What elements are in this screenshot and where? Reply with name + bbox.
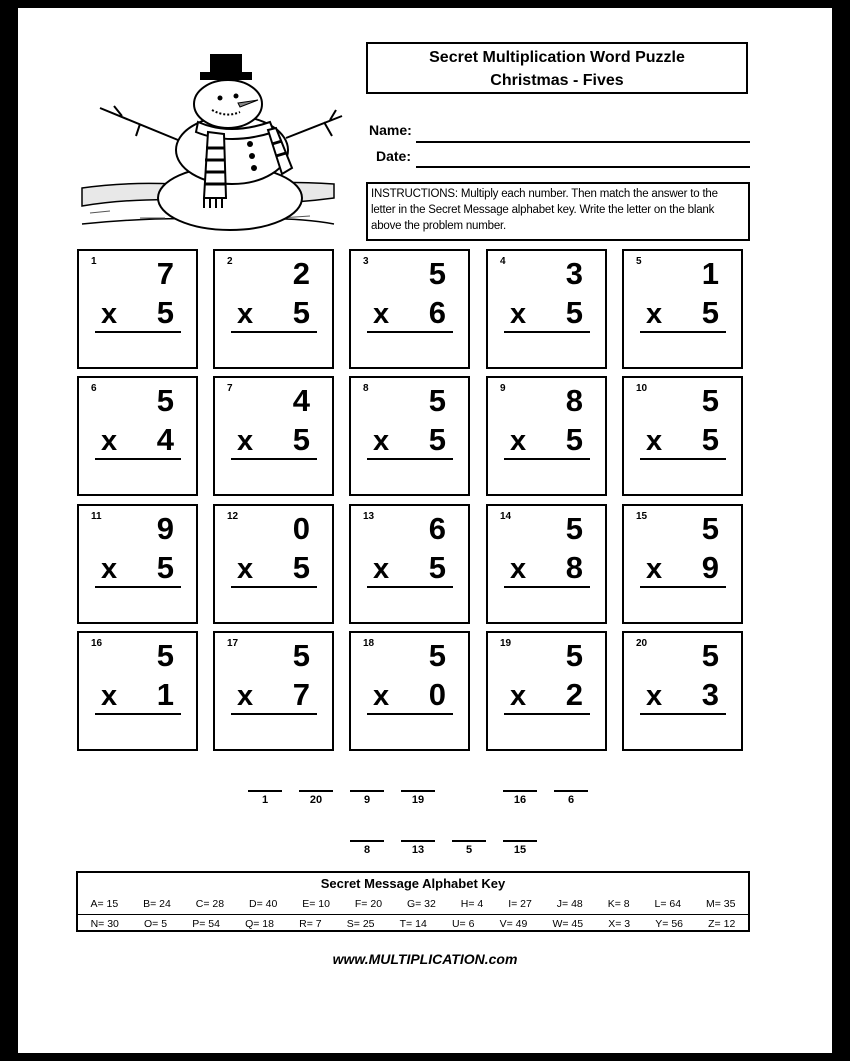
problem-number: 20 [636,638,648,649]
times-sign: x [373,553,390,585]
multiplicand: 9 [156,511,174,546]
answer-line [95,713,181,715]
answer-line [640,458,726,460]
key-entry: T= 14 [399,918,427,930]
answer-line [231,713,317,715]
key-entry: Z= 12 [708,918,736,930]
key-entry: X= 3 [608,918,631,930]
multiplier: 8 [565,550,583,585]
snowman-illustration [80,48,352,238]
answer-blank[interactable] [350,790,384,792]
times-sign: x [237,425,254,457]
answer-line [504,458,590,460]
multiplicand: 5 [565,511,583,546]
problem-card-5 [622,249,743,369]
problem-card-8 [349,376,470,496]
multiplier: 5 [565,422,583,457]
problem-number: 5 [636,256,642,267]
times-sign: x [646,425,663,457]
problem-card-9 [486,376,607,496]
problem-number: 15 [636,511,648,522]
key-row-1 [78,898,748,910]
key-title: Secret Message Alphabet Key [320,876,506,891]
multiplicand: 5 [701,638,719,673]
problem-card-10 [622,376,743,496]
problem-number: 13 [363,511,375,522]
problem-number: 11 [91,511,102,522]
problem-number: 18 [363,638,375,649]
multiplicand: 5 [428,256,446,291]
multiplier: 5 [292,550,310,585]
instructions-box: INSTRUCTIONS: Multiply each number. Then match the answer to the letter in the Secret Message alphabet key. Write the letter on the blank above the problem number. [366,182,750,241]
blank-problem-number: 1 [261,794,269,806]
key-entry: K= 8 [607,898,630,910]
multiplier: 5 [565,295,583,330]
key-entry: U= 6 [451,918,475,930]
key-entry: H= 4 [460,898,484,910]
answer-line [231,458,317,460]
worksheet-page [18,8,832,1053]
problem-number: 17 [227,638,239,649]
problem-card-2 [213,249,334,369]
key-entry: F= 20 [354,898,383,910]
multiplier: 7 [292,677,310,712]
times-sign: x [101,553,118,585]
times-sign: x [510,680,527,712]
key-row-2 [78,918,748,930]
date-label: Date: [376,148,412,164]
key-entry: I= 27 [508,898,532,910]
key-entry: Y= 56 [655,918,683,930]
multiplier: 9 [701,550,719,585]
worksheet-title [366,42,748,94]
problem-card-15 [622,504,743,624]
multiplier: 6 [428,295,446,330]
multiplicand: 5 [701,511,719,546]
times-sign: x [237,553,254,585]
problem-card-4 [486,249,607,369]
times-sign: x [373,298,390,330]
problem-card-18 [349,631,470,751]
answer-line [95,458,181,460]
title-line1: Secret Multiplication Word Puzzle [429,49,685,66]
problem-number: 12 [227,511,239,522]
times-sign: x [237,680,254,712]
times-sign: x [237,298,254,330]
times-sign: x [646,553,663,585]
key-entry: V= 49 [499,918,528,930]
key-entry: R= 7 [299,918,322,930]
blank-problem-number: 6 [567,794,575,806]
key-entry: O= 5 [144,918,168,930]
blank-problem-number: 15 [513,844,527,856]
problem-number: 3 [363,256,369,267]
multiplicand: 2 [292,256,310,291]
multiplier: 2 [565,677,583,712]
key-divider [78,914,748,915]
answer-line [504,586,590,588]
multiplicand: 5 [156,383,174,418]
key-entry: P= 54 [192,918,220,930]
times-sign: x [646,680,663,712]
problem-card-1 [77,249,198,369]
answer-line [367,713,453,715]
title-line2: Christmas - Fives [490,72,624,89]
problem-card-14 [486,504,607,624]
problem-card-11 [77,504,198,624]
problem-number: 4 [500,256,506,267]
multiplicand: 1 [701,256,719,291]
answer-line [95,586,181,588]
key-entry: A= 15 [90,898,119,910]
key-entry: L= 64 [654,898,682,910]
multiplier: 5 [156,295,174,330]
problem-number: 7 [227,383,233,394]
key-entry: Q= 18 [245,918,274,930]
problem-card-13 [349,504,470,624]
answer-line [504,331,590,333]
problem-number: 1 [91,256,97,267]
problem-card-12 [213,504,334,624]
answer-blank[interactable] [299,790,333,792]
name-label: Name: [369,122,412,138]
blank-problem-number: 9 [363,794,371,806]
multiplicand: 7 [156,256,174,291]
problem-number: 10 [636,383,648,394]
answer-blank[interactable] [503,790,537,792]
multiplicand: 5 [156,638,174,673]
answer-blank[interactable] [401,790,435,792]
multiplier: 5 [156,550,174,585]
answer-blank[interactable] [248,790,282,792]
multiplier: 5 [428,550,446,585]
times-sign: x [373,680,390,712]
problem-number: 9 [500,383,506,394]
answer-line [231,331,317,333]
answer-blank[interactable] [554,790,588,792]
key-entry: N= 30 [90,918,119,930]
multiplier: 5 [701,422,719,457]
name-field[interactable] [416,141,750,143]
problem-card-16 [77,631,198,751]
multiplicand: 0 [292,511,310,546]
multiplier: 0 [428,677,446,712]
times-sign: x [510,553,527,585]
answer-blank[interactable] [401,840,435,842]
multiplicand: 5 [701,383,719,418]
times-sign: x [510,425,527,457]
multiplier: 1 [156,677,174,712]
key-entry: C= 28 [195,898,225,910]
blank-problem-number: 19 [411,794,425,806]
answer-line [640,586,726,588]
key-entry: S= 25 [346,918,375,930]
times-sign: x [101,425,118,457]
date-field[interactable] [416,166,750,168]
problem-number: 14 [500,511,512,522]
times-sign: x [101,298,118,330]
problem-number: 2 [227,256,233,267]
problem-number: 8 [363,383,369,394]
answer-line [640,331,726,333]
answer-blank[interactable] [350,840,384,842]
answer-blank[interactable] [452,840,486,842]
problem-card-20 [622,631,743,751]
blank-problem-number: 13 [411,844,425,856]
problem-number: 19 [500,638,512,649]
answer-line [367,458,453,460]
blank-problem-number: 8 [363,844,371,856]
multiplicand: 4 [292,383,310,418]
times-sign: x [646,298,663,330]
multiplicand: 5 [565,638,583,673]
alphabet-key [76,871,750,932]
answer-line [95,331,181,333]
key-entry: B= 24 [143,898,171,910]
multiplier: 4 [156,422,174,457]
multiplier: 5 [292,422,310,457]
key-entry: D= 40 [249,898,278,910]
blank-problem-number: 16 [513,794,527,806]
key-entry: W= 45 [552,918,584,930]
multiplicand: 8 [565,383,583,418]
problem-card-7 [213,376,334,496]
problem-card-3 [349,249,470,369]
answer-line [504,713,590,715]
key-entry: G= 32 [406,898,436,910]
footer-url: www.MULTIPLICATION.com [332,951,518,967]
key-entry: M= 35 [706,898,736,910]
multiplier: 5 [292,295,310,330]
times-sign: x [373,425,390,457]
blank-problem-number: 5 [465,844,473,856]
answer-line [367,331,453,333]
key-entry: E= 10 [302,898,330,910]
times-sign: x [101,680,118,712]
multiplier: 5 [701,295,719,330]
answer-blank[interactable] [503,840,537,842]
answer-line [231,586,317,588]
answer-line [367,586,453,588]
multiplicand: 5 [428,383,446,418]
key-entry: J= 48 [556,898,583,910]
problem-card-17 [213,631,334,751]
problem-card-6 [77,376,198,496]
blank-problem-number: 20 [309,794,323,806]
multiplicand: 6 [428,511,446,546]
problem-card-19 [486,631,607,751]
multiplicand: 5 [292,638,310,673]
answer-line [640,713,726,715]
multiplier: 5 [428,422,446,457]
multiplicand: 5 [428,638,446,673]
problem-number: 16 [91,638,103,649]
multiplier: 3 [701,677,719,712]
multiplicand: 3 [565,256,583,291]
times-sign: x [510,298,527,330]
problem-number: 6 [91,383,97,394]
